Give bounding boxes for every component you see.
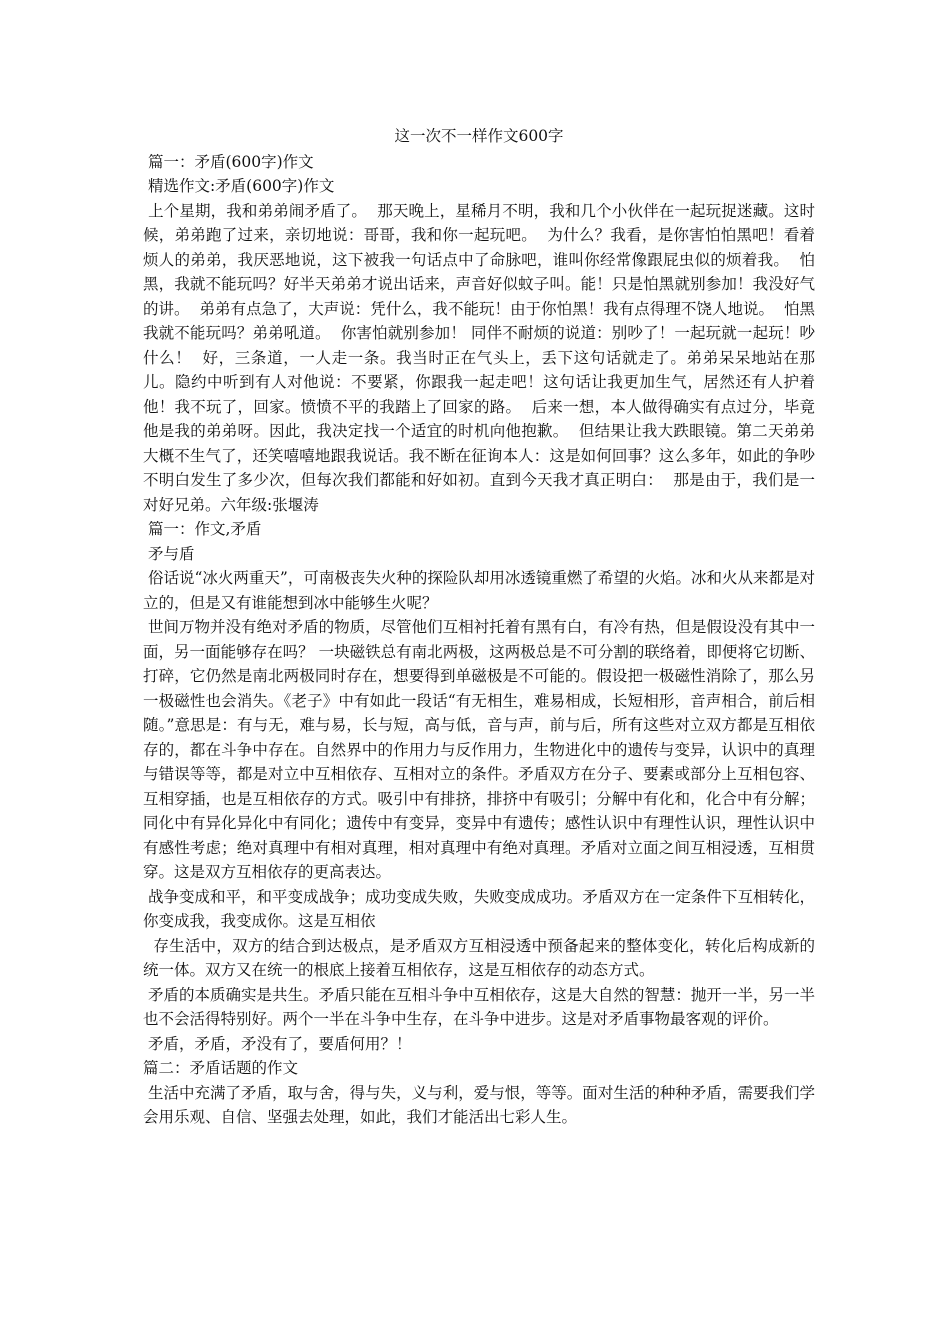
paragraph-heading-1: 篇一：矛盾(600字)作文 <box>143 152 314 171</box>
paragraph-body-6: 生活中充满了矛盾，取与舍，得与失，义与利，爱与恨，等等。面对生活的种种矛盾，需要我们学会用乐观、自信、坚强去处理，如此，我们才能活出七彩人生。 <box>143 1083 815 1126</box>
paragraph-body-5: 矛盾，矛盾，矛没有了，要盾何用？！ <box>143 1034 412 1053</box>
paragraph-story: 上个星期，我和弟弟闹矛盾了。 那天晚上，星稀月不明，我和几个小伙伴在一起玩捉迷藏。这时候，弟弟跑了过来，亲切地说：哥哥，我和你一起玩吧。 为什么？我看，是你害怕怕黑吧！看着烦人的弟弟，我厌恶地说，这下被我一句话点中了命脉吧，谁叫你经常像跟屁虫似的烦着我。 怕黑，我就不能玩吗？好半天弟弟才说出话来，声音好似蚊子叫。能！只是怕黑就别参加！我没好气的讲。 弟弟有点急了，大声说：凭什么，我不能玩！由于你怕黑！我有点得理不饶人地说。 怕黑我就不能玩吗？弟弟吼道。 你害怕就别参加！ 同伴不耐烦的说道：别吵了！一起玩就一起玩！吵什么！ 好，三条道，一人走一条。我当时正在气头上，丢下这句话就走了。弟弟呆呆地站在那儿。隐约中听到有人对他说：不要紧，你跟我一起走吧！这句话让我更加生气，居然还有人护着他！我不玩了，回家。愤愤不平的我踏上了回家的路。 后来一想，本人做得确实有点过分，毕竟他是我的弟弟呀。因此，我决定找一个适宜的时机向他抱歉。 但结果让我大跌眼镜。第二天弟弟大概不生气了，还笑嘻嘻地跟我说话。我不断在征询本人：这是如何回事？这么多年，如此的争吵不明白发生了多少次，但每次我们都能和好如初。直到今天我才真正明白： 那是由于，我们是一对好兄弟。六年级:张堰涛 <box>143 201 815 514</box>
document-page <box>143 124 815 1130</box>
paragraph-heading-2: 篇一：作文,矛盾 <box>143 520 262 538</box>
document-title: 这一次不一样作文600字 <box>394 127 564 145</box>
paragraph-subheading-1: 精选作文:矛盾(600字)作文 <box>143 177 335 195</box>
paragraph-intro: 俗话说“冰火两重天”，可南极丧失火种的探险队却用冰透镜重燃了希望的火焰。冰和火从来都是对立的，但是又有谁能想到冰中能够生火呢？ <box>143 569 815 612</box>
paragraph-heading-3: 篇二：矛盾话题的作文 <box>143 1059 299 1077</box>
paragraph-body-4: 矛盾的本质确实是共生。矛盾只能在互相斗争中互相依存，这是大自然的智慧：抛开一半，另一半也不会活得特别好。两个一半在斗争中生存，在斗争中进步。这是对矛盾事物最客观的评价。 <box>143 985 815 1028</box>
paragraph-body-2: 战争变成和平，和平变成战争；成功变成失败，失败变成成功。矛盾双方在一定条件下互相转化，你变成我，我变成你。这是互相依 <box>143 887 815 930</box>
paragraph-body-1: 世间万物并没有绝对矛盾的物质，尽管他们互相衬托着有黑有白，有冷有热，但是假设没有其中一面，另一面能够存在吗？ 一块磁铁总有南北两极，这两极总是不可分割的联络着，即便将它切断、打碎，它仍然是南北两极同时存在，想要得到单磁极是不可能的。假设把一极磁性消除了，那么另一极磁性也会消失。《老子》中有如此一段话“有无相生，难易相成，长短相形，音声相合，前后相随。”意思是：有与无，难与易，长与短，高与低，音与声，前与后，所有这些对立双方都是互相依存的，都在斗争中存在。自然界中的作用力与反作用力，生物进化中的遗传与变异，认识中的真理与错误等等，都是对立中互相依存、互相对立的条件。矛盾双方在分子、要素或部分上互相包容、互相穿插，也是互相依存的方式。吸引中有排挤，排挤中有吸引；分解中有化和，化合中有分解；同化中有异化异化中有同化；遗传中有变异，变异中有遗传；感性认识中有理性认识，理性认识中有感性考虑；绝对真理中有相对真理，相对真理中有绝对真理。矛盾对立面之间互相浸透，互相贯穿。这是双方互相依存的更高表达。 <box>143 618 815 881</box>
paragraph-body-3: 存生活中，双方的结合到达极点，是矛盾双方互相浸透中预备起来的整体变化，转化后构成新的统一体。双方又在统一的根底上接着互相依存，这是互相依存的动态方式。 <box>143 936 815 979</box>
paragraph-subheading-2: 矛与盾 <box>143 544 195 563</box>
